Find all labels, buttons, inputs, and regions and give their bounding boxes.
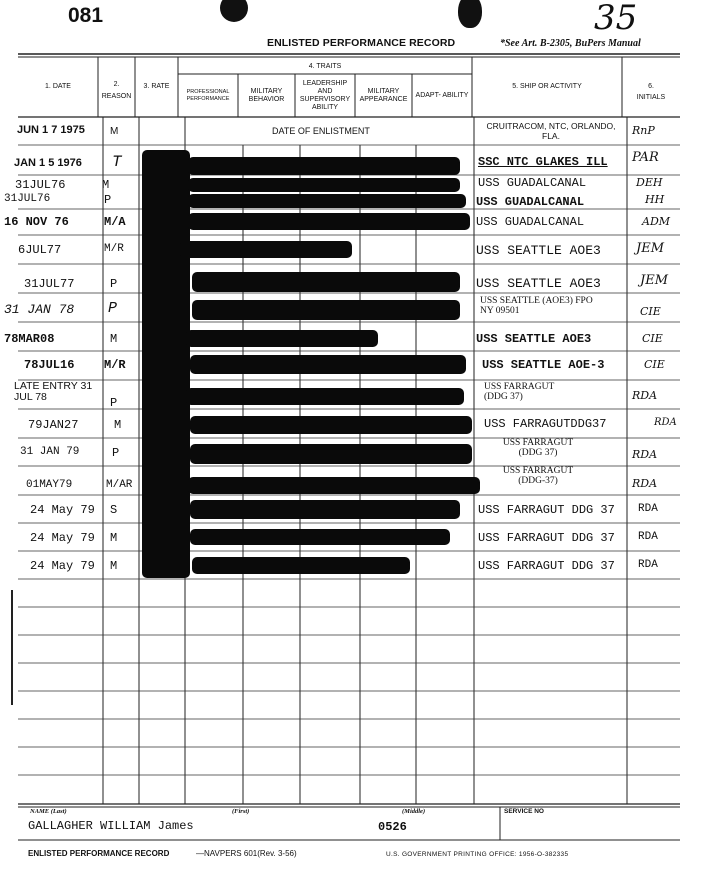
- redaction-bar: [192, 557, 410, 574]
- row-reason: M: [102, 178, 110, 192]
- redaction-bar: [190, 529, 450, 545]
- row-date: 78MAR08: [4, 332, 55, 346]
- row-ship: USS SEATTLE AOE3: [476, 332, 592, 346]
- row-date: 31 JAN 78: [4, 302, 75, 317]
- redaction-bar: [188, 213, 470, 230]
- row-initials: CIE: [642, 332, 663, 345]
- row-ship: USS GUADALCANAL: [478, 176, 587, 190]
- row-initials: PAR: [632, 150, 659, 165]
- row-initials: RDA: [638, 559, 658, 571]
- row-reason: M/AR: [106, 479, 133, 491]
- row-date: 24 May 79: [30, 559, 95, 573]
- row-date: 31JUL77: [24, 277, 75, 291]
- row-date: JUN 1 7 1975: [17, 124, 85, 136]
- row-reason: M: [114, 418, 122, 432]
- row-initials: RnP: [632, 124, 655, 137]
- middle-value: 0526: [378, 820, 407, 834]
- header-date: 1. DATE: [45, 83, 71, 90]
- name-middle-label: (Middle): [402, 808, 426, 815]
- row-initials: CIE: [644, 358, 665, 371]
- redaction-bar: [190, 500, 460, 519]
- row-date: 24 May 79: [30, 503, 95, 517]
- row-initials: RDA: [638, 503, 658, 515]
- row-ship: USS FARRAGUTDDG37: [484, 417, 607, 431]
- row-date: 01MAY79: [26, 479, 73, 491]
- row-initials: CIE: [640, 305, 661, 318]
- redaction-bar: [188, 477, 480, 494]
- name-first-label: (First): [232, 808, 250, 815]
- row-date: 16 NOV 76: [4, 215, 69, 229]
- row-ship: USS SEATTLE AOE3: [476, 243, 601, 258]
- header-professional: PROFESSIONAL PERFORMANCE: [186, 89, 230, 102]
- name-last-label: NAME (Last): [30, 808, 67, 815]
- row-ship: USS SEATTLE AOE3: [476, 276, 601, 291]
- form-number: 081: [68, 4, 104, 27]
- row-date: LATE ENTRY 31 JUL 78: [14, 380, 93, 403]
- row-reason: T: [112, 153, 122, 171]
- row-reason: P: [110, 277, 118, 291]
- footer-printer: U.S. GOVERNMENT PRINTING OFFICE: 1956-O-382335: [386, 851, 569, 858]
- redaction-bar: [188, 194, 466, 208]
- service-number-label: SERVICE NO: [504, 808, 544, 815]
- row-date: 24 May 79: [30, 531, 95, 545]
- row-initials: JEM: [636, 241, 665, 256]
- row-reason: P: [104, 193, 112, 207]
- row-date: 31 JAN 79: [20, 446, 80, 458]
- row-initials: ADM: [642, 215, 671, 228]
- redaction-bar: [188, 157, 460, 175]
- row-initials: RDA: [638, 531, 658, 543]
- header-traits: 4. TRAITS: [308, 63, 342, 70]
- row-ship: USS SEATTLE AOE-3: [482, 358, 605, 372]
- redaction-bar: [192, 300, 460, 320]
- row-date: 78JUL16: [24, 358, 75, 372]
- redaction-bar: [190, 444, 472, 464]
- row-reason: M: [110, 559, 118, 573]
- header-reason: REASON: [101, 93, 132, 100]
- footer-form-name: ENLISTED PERFORMANCE RECORD: [28, 849, 170, 858]
- row-ship: CRUITRACOM, NTC, ORLANDO, FLA.: [486, 121, 616, 141]
- redaction-bar: [188, 178, 460, 192]
- row-reason: M: [110, 332, 118, 346]
- header-ship: 5. SHIP OR ACTIVITY: [512, 83, 582, 90]
- row-ship: USS FARRAGUT DDG 37: [478, 531, 615, 545]
- row-reason: M/R: [104, 243, 124, 255]
- row-reason: M: [110, 126, 119, 137]
- row-ship: USS GUADALCANAL: [476, 215, 585, 229]
- header-military-appearance: MILITARY APPEARANCE: [359, 87, 408, 103]
- row-reason: M/R: [104, 358, 126, 372]
- manual-reference: *See Art. B-2305, BuPers Manual: [500, 38, 641, 49]
- redaction-bar: [180, 241, 352, 258]
- handwritten-number: 35: [594, 0, 638, 38]
- row-ship: USS FARRAGUT (DDG 37): [484, 382, 555, 402]
- row-date: 6JUL77: [18, 243, 62, 257]
- row-initials: RDA: [632, 477, 658, 490]
- footer-form-id: —NAVPERS 601(Rev. 3-56): [196, 849, 297, 858]
- row-ship: USS FARRAGUT DDG 37: [478, 559, 615, 573]
- header-military-behavior: MILITARY BEHAVIOR: [248, 87, 285, 103]
- row-reason: P: [108, 300, 118, 317]
- row-initials: DEH: [636, 176, 663, 189]
- header-leadership: LEADERSHIP AND SUPERVISORY ABILITY: [299, 79, 351, 111]
- redaction-bar: [190, 416, 472, 434]
- row-ship: SSC NTC GLAKES ILL: [478, 155, 608, 169]
- header-initials-number: 6.: [648, 83, 654, 90]
- redaction-bar: [186, 330, 378, 347]
- row-ship: USS SEATTLE (AOE3) FPO NY 09501: [480, 296, 593, 316]
- header-rate: 3. RATE: [143, 83, 170, 90]
- row-initials: HH: [645, 193, 665, 206]
- row-date: 79JAN27: [28, 418, 79, 432]
- row-ship: USS FARRAGUT (DDG 37): [502, 438, 574, 458]
- row-initials: RDA: [632, 389, 658, 402]
- header-initials: INITIALS: [636, 94, 666, 101]
- redaction-bar: [190, 355, 466, 374]
- row-ship: USS GUADALCANAL: [476, 195, 585, 209]
- row-date: JAN 1 5 1976: [14, 157, 82, 169]
- row-reason: S: [110, 503, 118, 517]
- row-reason: M: [110, 531, 118, 545]
- row-traits-note: DATE OF ENLISTMENT: [272, 126, 370, 136]
- redaction-rate-column: [142, 150, 190, 578]
- row-initials: RDA: [654, 417, 677, 428]
- redaction-bar: [192, 272, 460, 292]
- header-adaptability: ADAPT- ABILITY: [415, 91, 469, 99]
- form-title: ENLISTED PERFORMANCE RECORD: [267, 37, 456, 49]
- row-date: 31JUL76: [4, 193, 51, 205]
- row-reason: P: [112, 446, 120, 460]
- redaction-bar: [186, 388, 464, 405]
- row-initials: JEM: [640, 273, 669, 288]
- row-date: 31JUL76: [15, 178, 66, 192]
- row-reason: M/A: [104, 215, 126, 229]
- row-ship: USS FARRAGUT DDG 37: [478, 503, 615, 517]
- name-value: GALLAGHER WILLIAM James: [28, 819, 194, 833]
- row-reason: P: [110, 396, 118, 410]
- row-ship: USS FARRAGUT (DDG-37): [502, 466, 574, 486]
- header-reason-number: 2.: [113, 81, 120, 88]
- row-initials: RDA: [632, 448, 658, 461]
